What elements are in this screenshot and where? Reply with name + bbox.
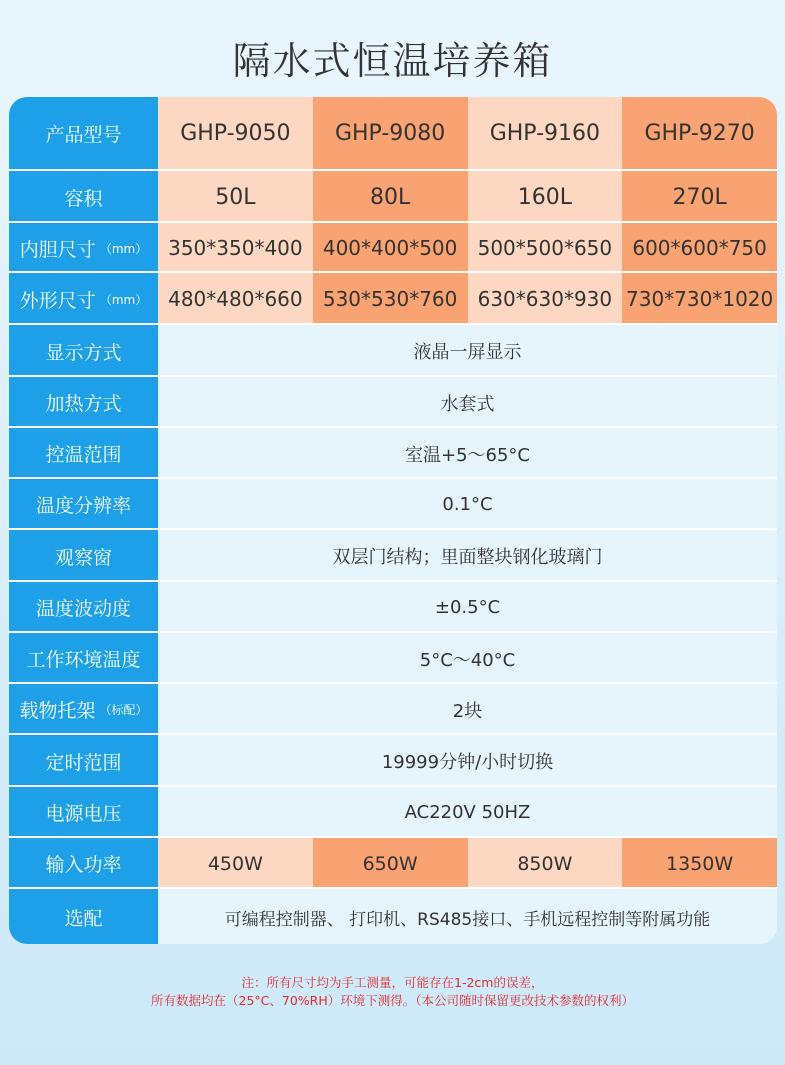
row-value: 液晶一屏显示 [158, 325, 777, 377]
table-row-display [9, 323, 777, 377]
row-label: 选配 [9, 889, 158, 944]
row-label: 加热方式 [9, 377, 158, 428]
table-row-ambient [9, 631, 777, 684]
power-cell: 850W [468, 838, 623, 889]
row-label-unit: （标配） [99, 703, 148, 717]
model-cell: GHP-9080 [313, 97, 468, 169]
row-label [9, 273, 158, 325]
row-value: ±0.5°C [158, 582, 777, 633]
page-title: 隔水式恒温培养箱 [232, 39, 553, 83]
table-row-model [9, 97, 777, 169]
inner-size-cell: 400*400*500 [313, 223, 468, 273]
row-label: 温度波动度 [9, 582, 158, 633]
table-row-timer [9, 733, 777, 787]
row-label: 温度分辨率 [9, 479, 158, 530]
model-cell: GHP-9160 [468, 97, 623, 169]
row-label: 观察窗 [9, 530, 158, 582]
outer-size-cell: 630*630*930 [468, 273, 623, 325]
row-label: 输入功率 [9, 838, 158, 889]
footnote-line-1: 注：所有尺寸均为手工测量，可能存在1-2cm的误差， [241, 975, 544, 990]
table-row-heating [9, 375, 777, 428]
row-label-text: 外形尺寸 [19, 289, 96, 312]
table-row-resolution [9, 477, 777, 530]
power-cell: 1350W [622, 838, 777, 889]
footnote-line-2: 所有数据均在（25°C、70%RH）环境下测得。（本公司随时保留更改技术参数的权利） [150, 993, 634, 1008]
inner-size-cell: 500*500*650 [468, 223, 623, 273]
table-row-temp-range [9, 426, 777, 479]
outer-size-cell: 730*730*1020 [622, 273, 777, 325]
inner-size-cell: 350*350*400 [158, 223, 313, 273]
row-label: 定时范围 [9, 735, 158, 787]
capacity-cell: 50L [158, 171, 313, 223]
row-value: 水套式 [158, 377, 777, 428]
row-label-unit: （mm） [99, 241, 148, 256]
capacity-cell: 80L [313, 171, 468, 223]
row-label [9, 684, 158, 735]
row-label-unit: （mm） [99, 292, 148, 307]
row-label: 产品型号 [9, 97, 158, 169]
row-value: 双层门结构；里面整块钢化玻璃门 [158, 530, 777, 582]
row-value: 5°C～40°C [158, 633, 777, 684]
outer-size-cell: 530*530*760 [313, 273, 468, 325]
row-label: 电源电压 [9, 787, 158, 838]
row-value: 室温+5～65°C [158, 428, 777, 479]
row-value: 2块 [158, 684, 777, 735]
table-row-capacity [9, 169, 777, 223]
row-value: 19999分钟/小时切换 [158, 735, 777, 787]
outer-size-cell: 480*480*660 [158, 273, 313, 325]
spec-table [9, 97, 777, 944]
row-label-text: 载物托架 [19, 700, 96, 722]
row-label: 显示方式 [9, 325, 158, 377]
power-cell: 450W [158, 838, 313, 889]
capacity-cell: 270L [622, 171, 777, 223]
inner-size-cell: 600*600*750 [622, 223, 777, 273]
table-row-shelves [9, 682, 777, 735]
row-value: 0.1°C [158, 479, 777, 530]
model-cell: GHP-9050 [158, 97, 313, 169]
row-label: 容积 [9, 171, 158, 223]
row-value: AC220V 50HZ [158, 787, 777, 838]
power-cell: 650W [313, 838, 468, 889]
row-label: 工作环境温度 [9, 633, 158, 684]
table-row-power [9, 836, 777, 889]
row-value: 可编程控制器、 打印机、RS485接口、手机远程控制等附属功能 [158, 889, 777, 944]
table-row-outer-size [9, 271, 777, 325]
table-row-fluctuation [9, 580, 777, 633]
table-row-inner-size [9, 221, 777, 273]
row-label: 控温范围 [9, 428, 158, 479]
model-cell: GHP-9270 [622, 97, 777, 169]
row-label-text: 内胆尺寸 [19, 238, 96, 261]
table-row-options [9, 887, 777, 944]
table-row-window [9, 528, 777, 582]
row-label [9, 223, 158, 273]
table-row-voltage [9, 785, 777, 838]
capacity-cell: 160L [468, 171, 623, 223]
